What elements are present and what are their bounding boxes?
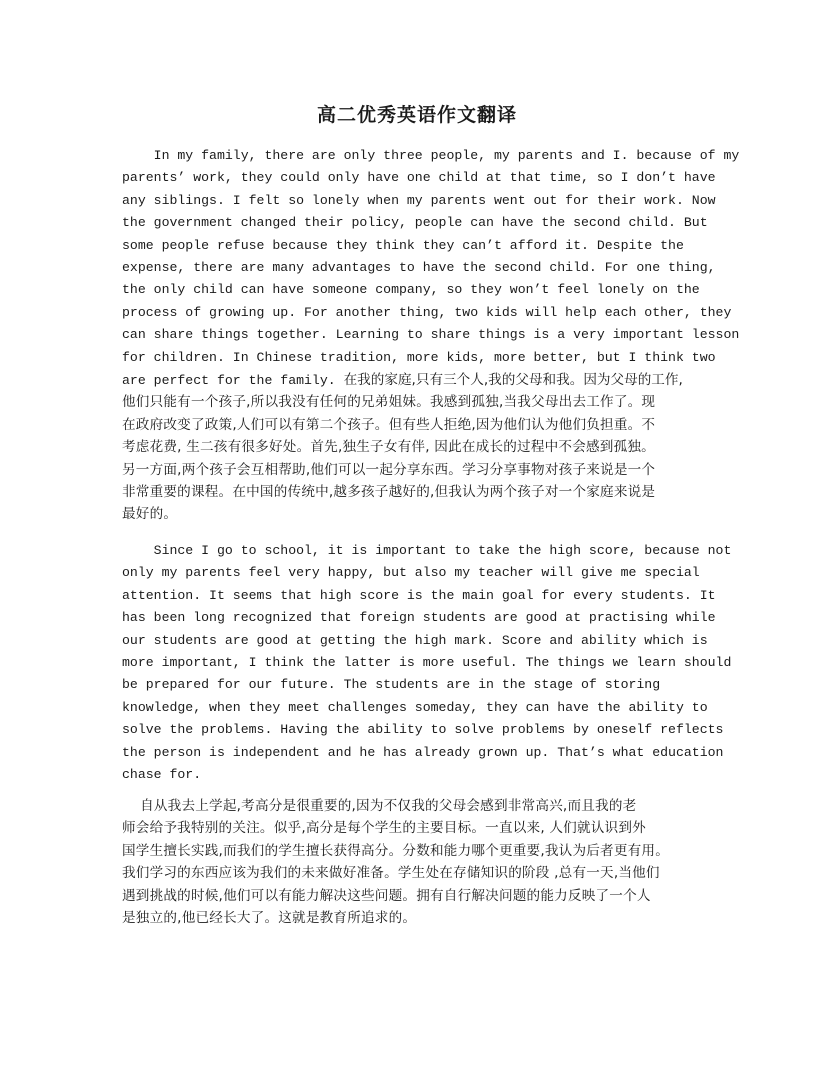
text-line: more important, I think the latter is more useful. The things we learn should xyxy=(122,654,732,670)
text-line: the only child can have someone company, so they won’t feel lonely on the xyxy=(122,282,700,298)
text-line: 遇到挑战的时候,他们可以有能力解决这些问题。拥有自行解决问题的能力反映了一个人 xyxy=(122,887,651,904)
text-line: only my parents feel very happy, but also my teacher will give me special xyxy=(122,565,700,581)
text-line: 考虑花费, 生二孩有很多好处。首先,独生子女有伴, 因此在成长的过程中不会感到孤独。 xyxy=(122,439,655,456)
mixed-text-line xyxy=(122,369,722,391)
text-line: process of growing up. For another thing, two kids will help each other, they xyxy=(122,304,732,320)
text-line-chinese: 在我的家庭,只有三个人,我的父母和我。因为父母的工作, xyxy=(343,372,683,388)
text-line: 是独立的,他已经长大了。这就是教育所追求的。 xyxy=(122,909,417,926)
text-line: Since I go to school, it is important to take the high score, because not xyxy=(122,543,732,558)
text-line: for children. In Chinese tradition, more kids, more better, but I think two xyxy=(122,349,716,365)
text-line-english: are perfect for the family. xyxy=(122,373,344,388)
text-line: our students are good at getting the high mark. Score and ability which is xyxy=(122,632,708,648)
text-line: the person is independent and he has already grown up. That’s what education xyxy=(122,744,724,760)
text-line: 我们学习的东西应该为我们的未来做好准备。学生处在存储知识的阶段 ,总有一天,当他们 xyxy=(122,865,660,882)
text-line: can share things together. Learning to share things is a very important lesson xyxy=(122,327,740,343)
text-line: attention. It seems that high score is the main goal for every students. It xyxy=(122,587,716,603)
text-line: some people refuse because they think they can’t afford it. Despite the xyxy=(122,237,684,253)
text-line: 他们只能有一个孩子,所以我没有任何的兄弟姐妹。我感到孤独,当我父母出去工作了。现 xyxy=(122,394,656,411)
text-line: parents’ work, they could only have one child at that time, so I don’t have xyxy=(122,170,716,186)
text-line: solve the problems. Having the ability to solve problems by oneself reflects xyxy=(122,722,724,738)
paragraph-2-english xyxy=(122,540,732,786)
paragraph-1-translation xyxy=(122,369,722,526)
text-line: knowledge, when they meet challenges someday, they can have the ability to xyxy=(122,699,708,715)
text-line: has been long recognized that foreign students are good at practising while xyxy=(122,610,716,626)
page-title: 高二优秀英语作文翻译 xyxy=(316,104,517,126)
text-line: 在政府改变了政策,人们可以有第二个孩子。但有些人拒绝,因为他们认为他们负担重。不 xyxy=(122,416,656,433)
paragraph-3-chinese xyxy=(122,795,722,929)
text-line: the government changed their policy, people can have the second child. But xyxy=(122,215,708,231)
text-line: be prepared for our future. The students are in the stage of storing xyxy=(122,677,661,693)
text-line: 另一方面,两个孩子会互相帮助,他们可以一起分享东西。学习分享事物对孩子来说是一个 xyxy=(122,461,656,478)
text-line: 非常重要的课程。在中国的传统中,越多孩子越好的,但我认为两个孩子对一个家庭来说是 xyxy=(122,483,656,500)
paragraph-1-english xyxy=(122,145,740,369)
text-line: 最好的。 xyxy=(122,506,178,523)
text-line: chase for. xyxy=(122,766,202,782)
text-line: In my family, there are only three people, my parents and I. because of my xyxy=(122,148,740,163)
text-line: 国学生擅长实践,而我们的学生擅长获得高分。分数和能力哪个更重要,我认为后者更有用。 xyxy=(122,842,669,859)
text-line: 自从我去上学起,考高分是很重要的,因为不仅我的父母会感到非常高兴,而且我的老 xyxy=(122,798,637,814)
text-line: expense, there are many advantages to have the second child. For one thing, xyxy=(122,259,716,275)
text-line: any siblings. I felt so lonely when my parents went out for their work. Now xyxy=(122,192,716,208)
text-line: 师会给予我特别的关注。似乎,高分是每个学生的主要目标。一直以来, 人们就认识到外 xyxy=(122,820,646,837)
